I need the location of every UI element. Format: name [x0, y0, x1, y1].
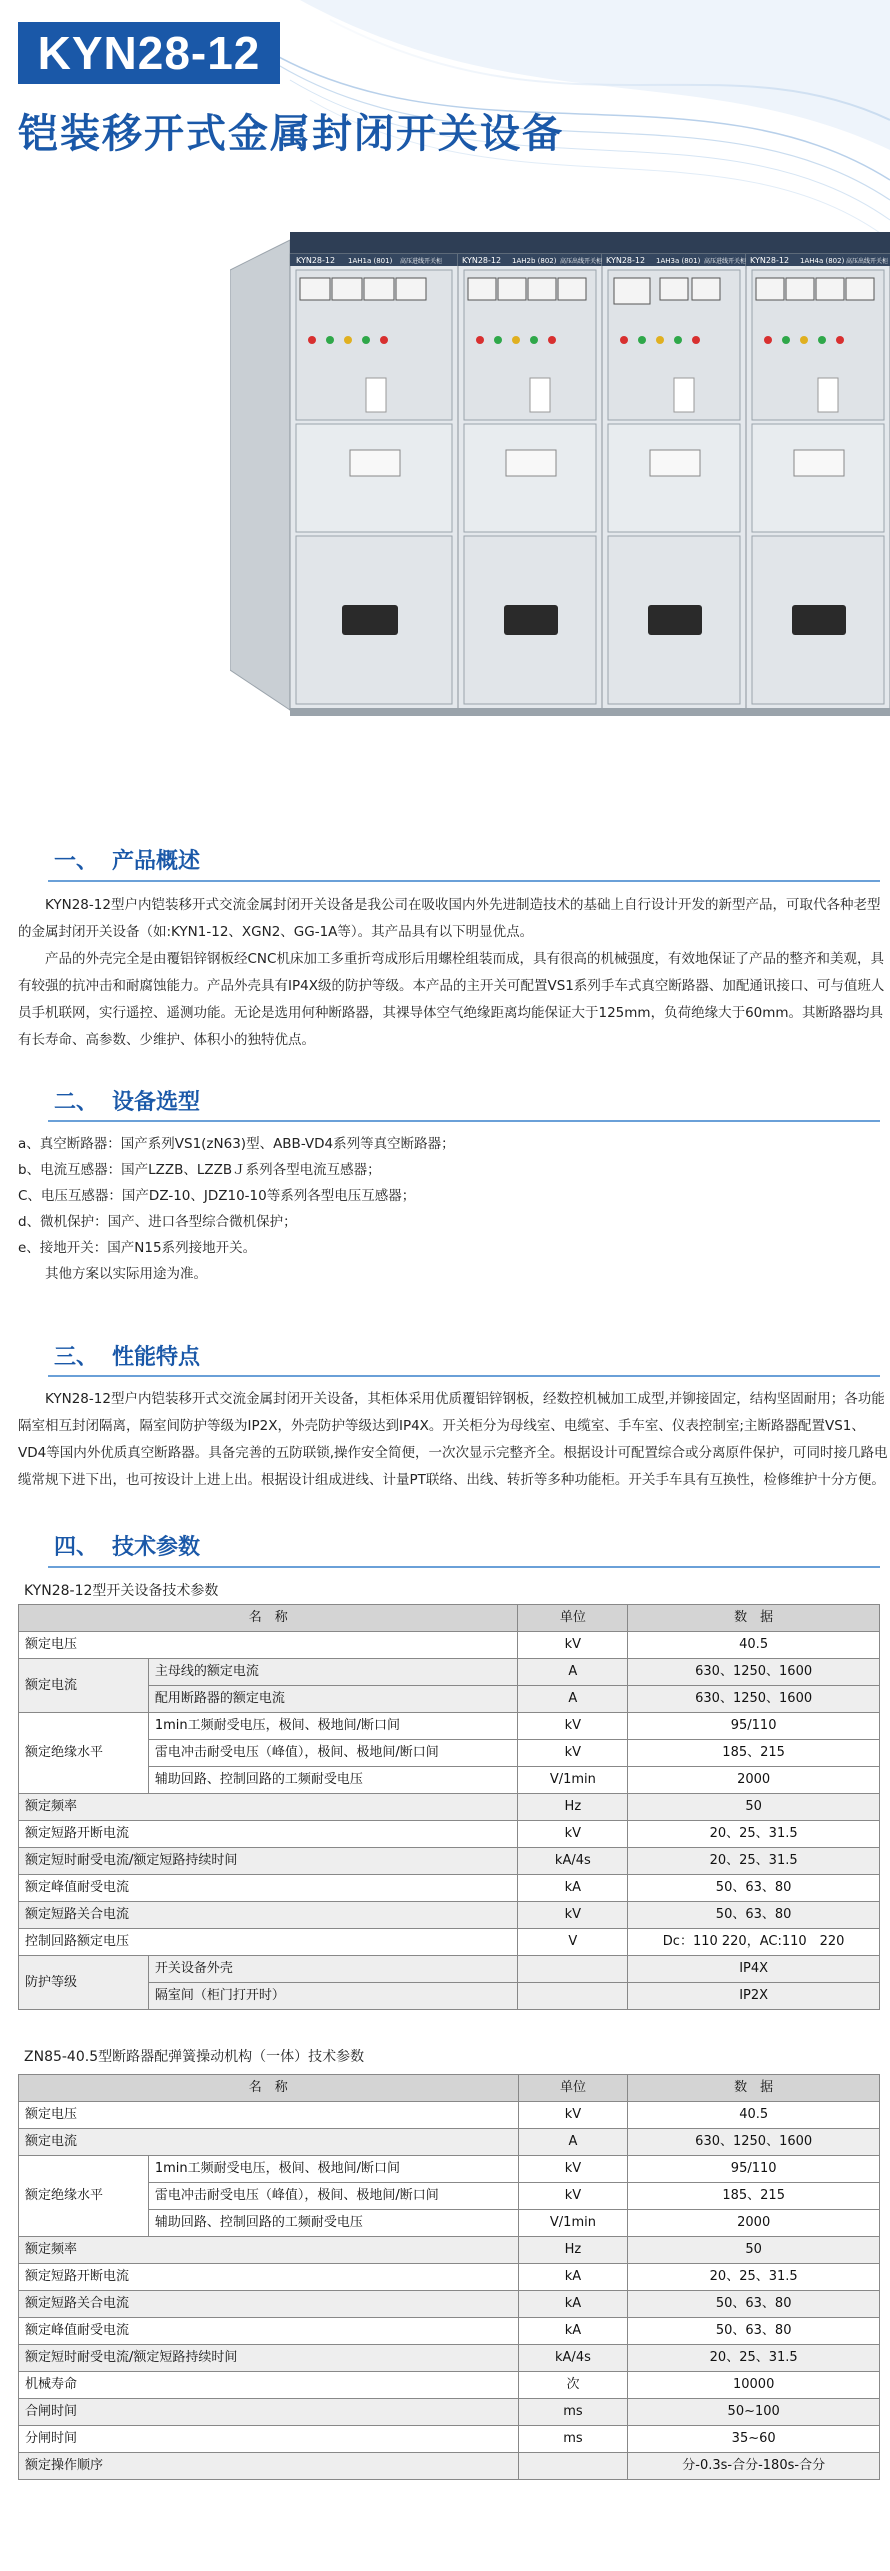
cell-sub: 隔室间（柜门打开时）: [148, 1983, 518, 2010]
table-row: [19, 1929, 880, 1956]
cabinet-code: 1AH2b (802): [512, 257, 557, 265]
cell-data: 50、63、80: [628, 2291, 880, 2318]
section-divider: [48, 1375, 880, 1377]
cell-sub: 开关设备外壳: [148, 1956, 518, 1983]
cell-data: 185、215: [628, 2183, 880, 2210]
section-selection-title: [54, 1085, 200, 1116]
section-number: 一、: [54, 849, 99, 874]
cell-data: 50、63、80: [628, 1875, 880, 1902]
cell-name: 额定电流: [19, 2129, 519, 2156]
table-row: [19, 2102, 880, 2129]
cell-unit: kA/4s: [518, 1848, 628, 1875]
table-row: [19, 2264, 880, 2291]
cabinet-name: 高压出线开关柜: [560, 258, 603, 265]
section-divider: [48, 1566, 880, 1568]
cell-data: 630、1250、1600: [628, 2129, 880, 2156]
cabinet-name: 高压进线开关柜: [704, 258, 747, 265]
cell-sub: 1min工频耐受电压，极间、极地间/断口间: [148, 2156, 518, 2183]
cell-data: 分-0.3s-合分-180s-合分: [628, 2453, 880, 2480]
cell-name: 额定短路关合电流: [19, 1902, 518, 1929]
cell-sub: 雷电冲击耐受电压（峰值），极间、极地间/断口间: [148, 1740, 518, 1767]
table-row: [19, 1848, 880, 1875]
table-header-row: [19, 2075, 880, 2102]
cell-sub: 1min工频耐受电压，极间、极地间/断口间: [148, 1713, 518, 1740]
table-row: [19, 2291, 880, 2318]
cell-data: 20、25、31.5: [628, 2345, 880, 2372]
cell-unit: V: [518, 1929, 628, 1956]
cell-name: 额定频率: [19, 2237, 519, 2264]
cell-unit: [518, 2453, 628, 2480]
table-row: [19, 1713, 880, 1740]
table2: [18, 2074, 880, 2480]
cell-data: 50、63、80: [628, 2318, 880, 2345]
section-title-text: 产品概述: [112, 849, 201, 874]
header-unit: 单位: [518, 2075, 628, 2102]
selection-item: e、接地开关：国产N15系列接地开关。: [18, 1240, 257, 1256]
cell-data: 10000: [628, 2372, 880, 2399]
cell-data: 20、25、31.5: [628, 2264, 880, 2291]
selection-item: C、电压互感器：国产DZ-10、JDZ10-10等系列各型电压互感器；: [18, 1188, 416, 1204]
table-row: [19, 2210, 880, 2237]
cell-data: 630、1250、1600: [628, 1659, 880, 1686]
features-paragraph: KYN28-12型户内铠装移开式交流金属封闭开关设备，其柜体采用优质覆铝锌钢板，经数控机械加工成型,并铆接固定，结构坚固耐用；各功能隔室相互封闭隔离，隔室间防护等级为IP2Ⅹ，外壳防护等级达到IP4X。开关柜分为母线室、电缆室、手车室、仪表控制室;主断路器配置VS1、VD4等国内外优质真空断路器。具备完善的五防联锁,操作安全简便，一次次显示完整齐全。根据设计可配置综合或分离原件保护，可同时接几路电缆常规下进下出，也可按设计上进上出。根据设计组成进线、计量PT联络、出线、转折等多种功能柜。开关手车具有互换性，检修维护十分方便。: [18, 1391, 888, 1488]
cell-unit: kV: [518, 1902, 628, 1929]
table-row: [19, 2399, 880, 2426]
switchgear-photo: [230, 230, 890, 720]
cell-unit: Hz: [518, 2237, 628, 2264]
table-row: [19, 2426, 880, 2453]
cell-unit: kV: [518, 1632, 628, 1659]
selection-item: b、电流互感器：国产LZZB、LZZBＪ系列各型电流互感器；: [18, 1162, 381, 1178]
cell-unit: Hz: [518, 1794, 628, 1821]
top-label-rail: [290, 232, 890, 254]
cell-data: 95/110: [628, 1713, 880, 1740]
cell-sub: 辅助回路、控制回路的工频耐受电压: [148, 2210, 518, 2237]
header-name: 名 称: [19, 1605, 518, 1632]
cell-name: 额定短时耐受电流/额定短路持续时间: [19, 1848, 518, 1875]
table-row: [19, 1794, 880, 1821]
cabinet-code: 1AH4a (802): [800, 257, 845, 265]
cell-unit: A: [518, 1686, 628, 1713]
section-features-title: [54, 1340, 200, 1371]
table-row: [19, 2318, 880, 2345]
table-row: [19, 1740, 880, 1767]
cabinet-label: KYN28-12: [606, 256, 646, 265]
cell-name: 额定电压: [19, 1632, 518, 1659]
table-header-row: [19, 1605, 880, 1632]
cell-unit: A: [518, 2129, 628, 2156]
cell-unit: kV: [518, 1713, 628, 1740]
cell-data: 20、25、31.5: [628, 1848, 880, 1875]
product-subtitle: 铠装移开式金属封闭开关设备: [18, 111, 564, 157]
section-overview-title: [54, 844, 200, 875]
cabinet-name: 高压出线开关柜: [846, 258, 889, 265]
cell-unit: [518, 1956, 628, 1983]
table-row: [19, 2372, 880, 2399]
table-row: [19, 2345, 880, 2372]
cell-unit: kA/4s: [518, 2345, 628, 2372]
cell-name: 额定频率: [19, 1794, 518, 1821]
cell-unit: kV: [518, 2102, 628, 2129]
cell-data: 95/110: [628, 2156, 880, 2183]
cell-unit: kA: [518, 1875, 628, 1902]
cell-unit: kA: [518, 2318, 628, 2345]
cabinet-side-panel: [230, 240, 290, 710]
section-number: 二、: [54, 1090, 99, 1115]
section-specs-title: [54, 1530, 200, 1561]
cell-unit: kV: [518, 1821, 628, 1848]
cabinet-label: KYN28-12: [296, 256, 336, 265]
table-row: [19, 1659, 880, 1686]
cell-name: 额定峰值耐受电流: [19, 2318, 519, 2345]
cell-data: 40.5: [628, 2102, 880, 2129]
cell-data: 35~60: [628, 2426, 880, 2453]
cabinet-code: 1AH3a (801): [656, 257, 701, 265]
table-row: [19, 1767, 880, 1794]
cell-name: 机械寿命: [19, 2372, 519, 2399]
cell-sub: 主母线的额定电流: [148, 1659, 518, 1686]
table-row: [19, 2453, 880, 2480]
cell-unit: kV: [518, 1740, 628, 1767]
cell-group: 额定电流: [19, 1659, 149, 1713]
cell-data: 40.5: [628, 1632, 880, 1659]
cell-data: 50~100: [628, 2399, 880, 2426]
cabinet-label: KYN28-12: [462, 256, 502, 265]
header-unit: 单位: [518, 1605, 628, 1632]
cell-unit: A: [518, 1659, 628, 1686]
cell-sub: 配用断路器的额定电流: [148, 1686, 518, 1713]
cell-data: Dc：110 220，AC:110 220: [628, 1929, 880, 1956]
header-data: 数 据: [628, 1605, 880, 1632]
table-row: [19, 2129, 880, 2156]
cell-name: 额定短路开断电流: [19, 1821, 518, 1848]
cabinet-3: [602, 254, 746, 710]
cell-name: 合闸时间: [19, 2399, 519, 2426]
cell-data: 50: [628, 2237, 880, 2264]
cell-data: IP2X: [628, 1983, 880, 2010]
cell-unit: kA: [518, 2291, 628, 2318]
cell-unit: ms: [518, 2426, 628, 2453]
model-badge: KYN28-12: [18, 22, 280, 84]
cell-name: 额定短时耐受电流/额定短路持续时间: [19, 2345, 519, 2372]
cell-group: 额定绝缘水平: [19, 2156, 149, 2237]
cabinet-4: [746, 254, 890, 710]
cell-name: 额定电压: [19, 2102, 519, 2129]
cell-name: 控制回路额定电压: [19, 1929, 518, 1956]
selection-item: d、微机保护：国产、进口各型综合微机保护；: [18, 1214, 297, 1230]
cell-unit: V/1min: [518, 1767, 628, 1794]
table-row: [19, 1632, 880, 1659]
cell-data: 630、1250、1600: [628, 1686, 880, 1713]
table1: [18, 1604, 880, 2010]
cell-name: 分闸时间: [19, 2426, 519, 2453]
table-row: [19, 2237, 880, 2264]
cell-group: 额定绝缘水平: [19, 1713, 149, 1794]
cell-data: 2000: [628, 1767, 880, 1794]
overview-paragraph-2: 产品的外壳完全是由覆铝锌钢板经CNC机床加工多重折弯成形后用螺栓组装而成，具有很高的机械强度，有效地保证了产品的整齐和美观，具有较强的抗冲击和耐腐蚀能力。产品外壳具有IP4Ⅹ级的防护等级。本产品的主开关可配置VS1系列手车式真空断路器、加配通讯接口、可与值班人员手机联网，实行遥控、遥测功能。无论是选用何种断路器，其裸导体空气绝缘距离均能保证大于125mm，负荷绝缘大于60mm。其断路器均具有长寿命、高参数、少维护、体积小的独特优点。: [18, 951, 885, 1048]
cell-name: 额定峰值耐受电流: [19, 1875, 518, 1902]
section-title-text: 性能特点: [112, 1345, 201, 1370]
selection-item: a、真空断路器：国产系列VS1(zN63)型、ABB-VD4系列等真空断路器；: [18, 1136, 455, 1152]
cell-unit: kV: [518, 2183, 628, 2210]
section-divider: [48, 880, 880, 882]
cell-data: 50、63、80: [628, 1902, 880, 1929]
table2-caption: ZN85-40.5型断路器配弹簧操动机构（一体）技术参数: [24, 2049, 365, 2065]
cabinet-1: [290, 254, 458, 710]
cell-unit: [518, 1983, 628, 2010]
cell-group: 防护等级: [19, 1956, 149, 2010]
cell-unit: ms: [518, 2399, 628, 2426]
table-row: [19, 2156, 880, 2183]
selection-item: 其他方案以实际用途为准。: [18, 1266, 207, 1282]
cabinet-2: [458, 254, 602, 710]
section-divider: [48, 1120, 880, 1122]
cell-data: 20、25、31.5: [628, 1821, 880, 1848]
section-number: 三、: [54, 1345, 99, 1370]
table-row: [19, 1956, 880, 1983]
table-row: [19, 1821, 880, 1848]
cell-sub: 辅助回路、控制回路的工频耐受电压: [148, 1767, 518, 1794]
cell-name: 额定短路开断电流: [19, 2264, 519, 2291]
table-row: [19, 1686, 880, 1713]
cell-unit: kA: [518, 2264, 628, 2291]
cell-name: 额定短路关合电流: [19, 2291, 519, 2318]
table-row: [19, 1902, 880, 1929]
section-title-text: 技术参数: [112, 1535, 201, 1560]
overview-paragraph-1: KYN28-12型户内铠装移开式交流金属封闭开关设备是我公司在吸收国内外先进制造技术的基础上自行设计开发的新型产品，可取代各种老型的金属封闭开关设备（如:KYN1-12、XGN2、GG-1A等）。其产品具有以下明显优点。: [18, 897, 881, 940]
cabinet-name: 高压进线开关柜: [400, 258, 443, 265]
cell-data: 185、215: [628, 1740, 880, 1767]
cabinet-code: 1AH1a (801): [348, 257, 393, 265]
cell-unit: V/1min: [518, 2210, 628, 2237]
cabinet-label: KYN28-12: [750, 256, 790, 265]
cell-data: IP4X: [628, 1956, 880, 1983]
cell-sub: 雷电冲击耐受电压（峰值），极间、极地间/断口间: [148, 2183, 518, 2210]
cell-unit: kV: [518, 2156, 628, 2183]
header-name: 名 称: [19, 2075, 519, 2102]
cell-data: 50: [628, 1794, 880, 1821]
cell-unit: 次: [518, 2372, 628, 2399]
section-title-text: 设备选型: [112, 1090, 201, 1115]
table-row: [19, 1875, 880, 1902]
table-row: [19, 1983, 880, 2010]
cell-name: 额定操作顺序: [19, 2453, 519, 2480]
header-data: 数 据: [628, 2075, 880, 2102]
table-row: [19, 2183, 880, 2210]
cell-data: 2000: [628, 2210, 880, 2237]
section-number: 四、: [54, 1535, 99, 1560]
table1-caption: KYN28-12型开关设备技术参数: [24, 1583, 219, 1599]
